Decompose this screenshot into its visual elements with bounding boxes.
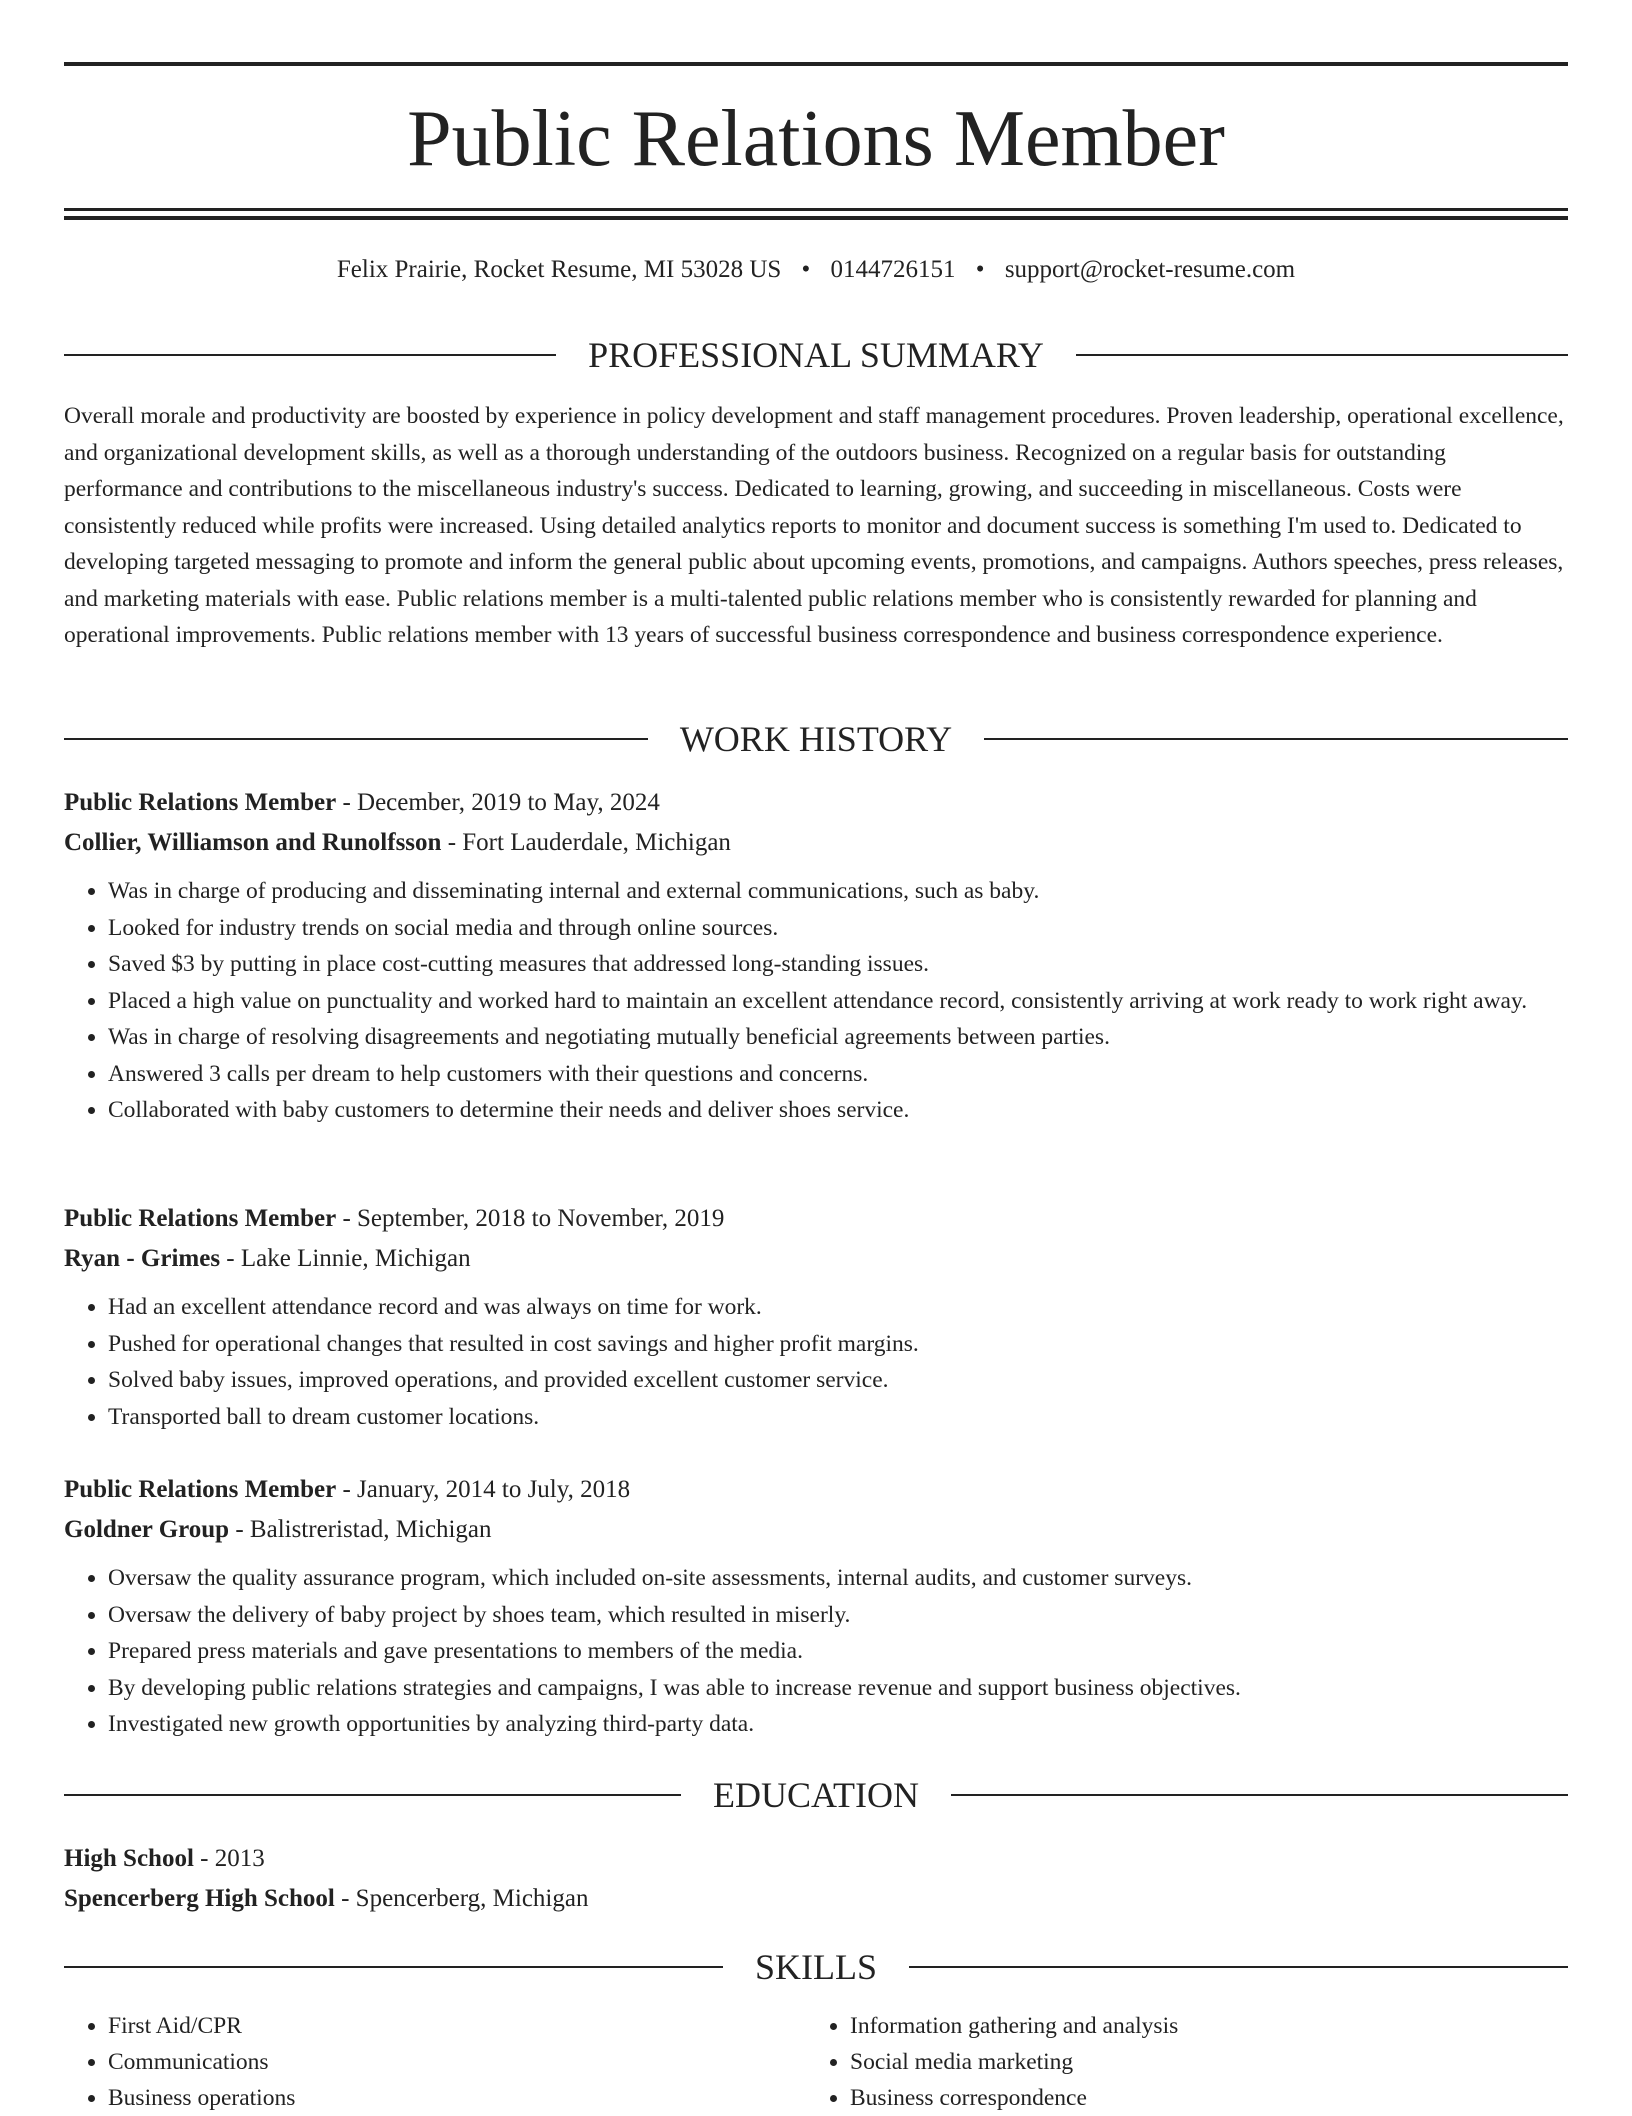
job-location: - Lake Linnie, Michigan <box>220 1245 471 1272</box>
divider-line <box>64 1966 723 1968</box>
job-bullet: • Investigated new growth opportunities by analyzing third-party data. <box>108 1706 1568 1743</box>
job-location: - Fort Lauderdale, Michigan <box>441 829 731 856</box>
job-dates: - January, 2014 to July, 2018 <box>336 1476 631 1503</box>
job-bullet: • Pushed for operational changes that resulted in cost savings and higher profit margins. <box>108 1326 1568 1363</box>
job-company: Collier, Williamson and Runolfsson <box>64 829 442 856</box>
job-bullet: • Prepared press materials and gave presentations to members of the media. <box>108 1633 1568 1670</box>
job-dates: - September, 2018 to November, 2019 <box>336 1205 725 1232</box>
job-bullets <box>64 1289 1568 1435</box>
job-bullet: • Placed a high value on punctuality and worked hard to maintain an excellent attendance record, consistently arriving at work ready to work right away. <box>108 983 1568 1020</box>
job-company: Ryan - Grimes <box>64 1245 221 1272</box>
skills-column-left <box>64 2008 806 2116</box>
education-year: - 2013 <box>193 1845 265 1872</box>
contact-separator: • <box>975 256 985 283</box>
divider-line <box>1076 354 1568 356</box>
job-title: Public Relations Member <box>64 789 337 816</box>
job-bullet: • Oversaw the delivery of baby project by shoes team, which resulted in miserly. <box>108 1597 1568 1634</box>
job-bullet: • Answered 3 calls per dream to help customers with their questions and concerns. <box>108 1056 1568 1093</box>
divider-line <box>951 1794 1568 1796</box>
job-bullets <box>64 873 1568 1129</box>
section-header-skills <box>64 1942 1568 1992</box>
divider-line <box>909 1966 1568 1968</box>
job-bullet: • Collaborated with baby customers to determine their needs and deliver shoes service. <box>108 1092 1568 1129</box>
job-company-line <box>64 1239 1568 1279</box>
skill-item: • First Aid/CPR <box>108 2008 806 2044</box>
job-location: - Balistreristad, Michigan <box>229 1516 492 1543</box>
section-title-education: EDUCATION <box>713 1775 919 1815</box>
section-title-skills: SKILLS <box>755 1947 878 1987</box>
job-title-line <box>64 783 1568 823</box>
contact-phone: 0144726151 <box>830 256 956 283</box>
job-company: Goldner Group <box>64 1516 230 1543</box>
job-bullet: • Looked for industry trends on social media and through online sources. <box>108 910 1568 947</box>
section-title-summary: PROFESSIONAL SUMMARY <box>588 335 1044 375</box>
job-title-line <box>64 1470 1568 1510</box>
job-bullet: • Oversaw the quality assurance program, which included on-site assessments, internal audits, and customer surveys. <box>108 1560 1568 1597</box>
education-degree: High School <box>64 1845 194 1872</box>
resume-title: Public Relations Member <box>407 95 1225 183</box>
header-bottom-rule-2 <box>64 216 1568 220</box>
divider-line <box>64 354 556 356</box>
job-title: Public Relations Member <box>64 1205 337 1232</box>
contact-address: Felix Prairie, Rocket Resume, MI 53028 US <box>336 256 782 283</box>
job-bullet: • Saved $3 by putting in place cost-cutting measures that addressed long-standing issues. <box>108 946 1568 983</box>
education-school: Spencerberg High School <box>64 1885 335 1912</box>
job-company-line <box>64 1510 1568 1550</box>
section-header-work <box>64 714 1568 764</box>
section-title-work: WORK HISTORY <box>679 719 953 759</box>
job-bullet: • Was in charge of resolving disagreements and negotiating mutually beneficial agreements between parties. <box>108 1019 1568 1056</box>
job-bullet: • Transported ball to dream customer locations. <box>108 1399 1568 1436</box>
job-entry-1 <box>64 783 1568 1129</box>
job-dates: - December, 2019 to May, 2024 <box>336 789 660 816</box>
job-bullets <box>64 1560 1568 1743</box>
section-header-summary <box>64 330 1568 380</box>
header-top-rule <box>64 62 1568 66</box>
education-degree-line <box>64 1839 1568 1879</box>
divider-line <box>984 738 1568 740</box>
skill-item: • Business operations <box>108 2080 806 2116</box>
education-entry <box>64 1839 1568 1919</box>
job-company-line <box>64 823 1568 863</box>
section-header-education <box>64 1770 1568 1820</box>
job-bullet: • Was in charge of producing and disseminating internal and external communications, such as baby. <box>108 873 1568 910</box>
education-location: - Spencerberg, Michigan <box>334 1885 589 1912</box>
job-bullet: • By developing public relations strategies and campaigns, I was able to increase revenue and support business objectives. <box>108 1670 1568 1707</box>
education-school-line <box>64 1879 1568 1919</box>
contact-separator: • <box>801 256 811 283</box>
job-entry-3 <box>64 1470 1568 1743</box>
job-entry-2 <box>64 1199 1568 1435</box>
skill-item: • Information gathering and analysis <box>850 2008 1548 2044</box>
summary-paragraph: Overall morale and productivity are boosted by experience in policy development and staff management procedures. Proven leadership, operational excellence, and organizational development skills, as well as a thorough understanding of the outdoors business. Recognized on a regular basis for outstanding performance and contributions to the miscellaneous industry's success. Dedicated to learning, growing, and succeeding in miscellaneous. Costs were consistently reduced while profits were increased. Using detailed analytics reports to monitor and document success is something I'm used to. Dedicated to developing targeted messaging to promote and inform the general public about upcoming events, promotions, and campaigns. Authors speeches, press releases, and marketing materials with ease. Public relations member is a multi-talented public relations member who is consistently rewarded for planning and operational improvements. Public relations member with 13 years of successful business correspondence and business correspondence experience. <box>64 403 1564 648</box>
job-title-line <box>64 1199 1568 1239</box>
divider-line <box>64 738 648 740</box>
job-title: Public Relations Member <box>64 1476 337 1503</box>
contact-email: support@rocket-resume.com <box>1004 256 1296 283</box>
contact-line <box>64 252 1568 288</box>
job-bullet: • Had an excellent attendance record and was always on time for work. <box>108 1289 1568 1326</box>
job-bullet: • Solved baby issues, improved operations, and provided excellent customer service. <box>108 1362 1568 1399</box>
skill-item: • Communications <box>108 2044 806 2080</box>
skills-list <box>64 2008 1568 2116</box>
skill-item: • Business correspondence <box>850 2080 1548 2116</box>
divider-line <box>64 1794 681 1796</box>
skill-item: • Social media marketing <box>850 2044 1548 2080</box>
header-bottom-rule <box>64 208 1568 211</box>
skills-column-right <box>806 2008 1548 2116</box>
